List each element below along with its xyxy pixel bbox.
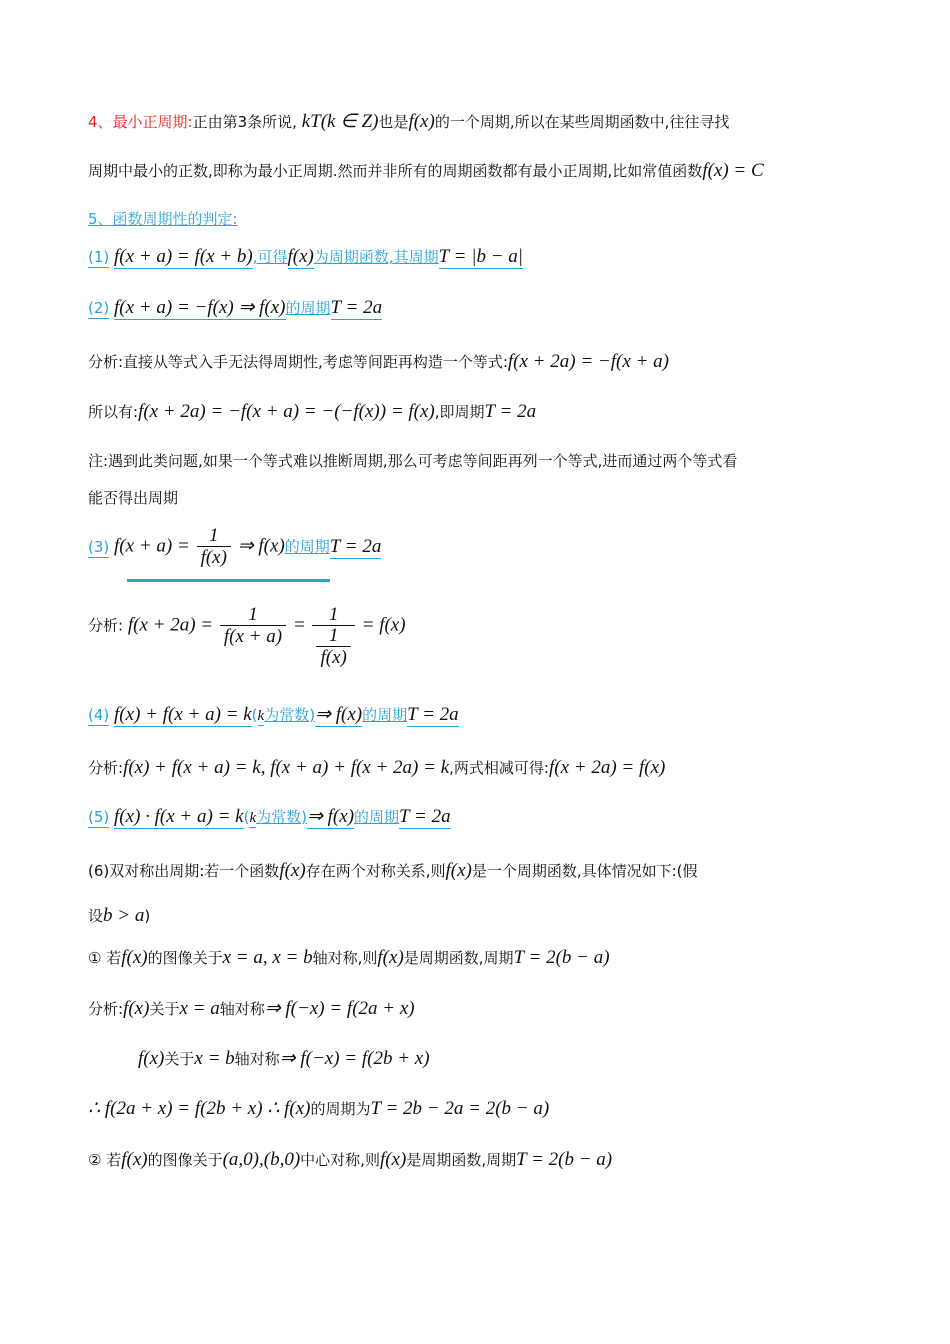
compound-fraction: [312, 605, 354, 669]
formula: ⇒ f(x): [306, 806, 355, 827]
text: 中心对称,则: [300, 1151, 380, 1169]
formula: T = 2(b − a): [513, 947, 610, 968]
formula: f(x): [279, 860, 306, 881]
formula: f(x + 2a) = f(x): [548, 757, 666, 778]
section-title: 最小正周期:: [112, 113, 193, 131]
formula: T = 2a: [330, 297, 383, 318]
text: 的周期为: [310, 1100, 371, 1118]
text: 所以有:: [88, 403, 139, 421]
rule-index: (4): [88, 706, 110, 724]
text: 设: [88, 907, 104, 925]
formula: x = b: [194, 1048, 235, 1069]
formula: f(x) + f(x + a) = k: [114, 704, 252, 725]
rule-5: [88, 806, 451, 829]
formula: ⇒ f(−x) = f(2a + x): [264, 998, 415, 1019]
formula: f(x): [445, 860, 472, 881]
text: 分析:: [88, 759, 124, 777]
formula: f(x + 2a) = −f(x + a) = −(−f(x)) = f(x): [138, 401, 435, 422]
text: 也是: [378, 113, 409, 131]
text: 为周期函数,其周期: [313, 248, 439, 266]
text: ,可得: [252, 248, 288, 266]
text: 是一个周期函数,具体情况如下:(假: [471, 862, 698, 880]
analysis-6-b: [138, 1048, 430, 1070]
text: (: [251, 706, 258, 724]
formula: f(x): [408, 111, 435, 132]
text: 分析:: [88, 616, 124, 635]
formula: x = a: [179, 998, 220, 1019]
text: 分析:: [88, 1000, 124, 1018]
text: 轴对称: [234, 1050, 280, 1068]
formula: k: [249, 810, 257, 826]
formula: T = |b − a|: [438, 246, 523, 267]
text: 正由第3条所说,: [192, 113, 297, 131]
inner-numerator: 1: [316, 626, 350, 647]
formula: f(x) · f(x + a) = k: [114, 806, 244, 827]
formula: ⇒ f(x): [237, 535, 285, 557]
rule-1: [88, 246, 523, 268]
text: 的周期: [362, 706, 408, 724]
formula: ⇒ f(x): [315, 704, 363, 725]
text: 关于: [164, 1050, 195, 1068]
numerator: 1: [220, 605, 286, 626]
text: 轴对称,则: [312, 949, 378, 967]
text: 分析:直接从等式入手无法得周期性,考虑等间距再构造一个等式:: [88, 353, 508, 371]
formula: k: [257, 708, 265, 724]
text: 是周期函数,周期: [403, 949, 514, 967]
formula: f(x): [121, 947, 148, 968]
text: 轴对称: [219, 1000, 265, 1018]
text: ,两式相减可得:: [449, 759, 549, 777]
paragraph-min-period: [88, 111, 729, 133]
rule-index: (2): [88, 299, 110, 317]
text: 为常数): [256, 808, 307, 826]
analysis-6-c: [88, 1098, 549, 1120]
denominator: f(x): [200, 547, 227, 568]
formula: f(x): [287, 246, 314, 267]
numerator: 1: [312, 605, 354, 626]
rule-index: (5): [88, 808, 110, 826]
rule-6-cont: [88, 905, 150, 927]
item-number: 4、: [88, 113, 113, 131]
text: 的一个周期,所以在某些周期函数中,往往寻找: [434, 113, 730, 131]
text: (: [243, 808, 250, 826]
analysis-6-a: [88, 998, 415, 1020]
rule-4: [88, 704, 459, 727]
text: 为常数): [264, 706, 316, 724]
text: 的图像关于: [147, 1151, 223, 1169]
formula: kT(k ∈ Z): [301, 111, 379, 132]
equals-sign: =: [292, 614, 306, 636]
formula: (a,0),(b,0): [222, 1149, 301, 1170]
formula: f(x + a) = −f(x) ⇒ f(x): [114, 297, 286, 318]
denominator: [312, 626, 354, 669]
section-heading-periodicity: [88, 208, 238, 230]
denominator: f(x + a): [223, 626, 283, 647]
formula: f(x): [379, 1149, 407, 1170]
formula: T = 2a: [329, 535, 382, 557]
text: 的周期: [284, 537, 330, 556]
text: ): [144, 907, 151, 925]
analysis-3: [88, 605, 406, 669]
numerator: 1: [197, 526, 231, 547]
formula: T = 2b − 2a = 2(b − a): [370, 1098, 550, 1119]
text: 关于: [149, 1000, 180, 1018]
text: 注:遇到此类问题,如果一个等式难以推断周期,那么可考虑等间距再列一个等式,进而通过两个等式看: [88, 452, 738, 470]
rule-6: [88, 860, 698, 882]
formula: f(x + a) =: [114, 535, 190, 557]
note-line-1: [88, 450, 737, 472]
formula: T = 2(b − a): [516, 1149, 613, 1170]
paragraph-min-period-cont: [88, 160, 764, 182]
inner-fraction: [316, 626, 350, 669]
formula: f(x + 2a) =: [127, 614, 214, 636]
formula: b > a: [103, 905, 145, 926]
formula: T = 2a: [399, 806, 451, 827]
formula: = f(x): [361, 614, 406, 636]
text: 的周期: [285, 299, 331, 317]
text: ② 若: [88, 1151, 122, 1169]
analysis-2: [88, 351, 669, 373]
formula: f(x): [123, 998, 150, 1019]
text: 的图像关于: [147, 949, 223, 967]
formula: f(x + a) = f(x + b): [114, 246, 253, 267]
analysis-4: [88, 757, 665, 779]
text: 能否得出周期: [88, 489, 179, 507]
text: 是周期函数,周期: [406, 1151, 517, 1169]
emphasis-bar: [127, 579, 330, 582]
formula: f(x) + f(x + a) = k, f(x + a) + f(x + 2a) = k: [123, 757, 450, 778]
formula: f(x): [377, 947, 404, 968]
text: ,即周期: [434, 403, 485, 421]
fraction: [197, 526, 231, 569]
rule-3: [88, 526, 381, 569]
formula: ⇒ f(−x) = f(2b + x): [279, 1048, 430, 1069]
rule-index: (3): [88, 537, 110, 556]
section-heading: 5、函数周期性的判定:: [88, 210, 238, 228]
text: 的周期: [354, 808, 400, 826]
text: 存在两个对称关系,则: [305, 862, 446, 880]
text: ① 若: [88, 949, 122, 967]
formula: T = 2a: [484, 401, 537, 422]
inner-denominator: f(x): [320, 647, 347, 668]
formula: f(x): [138, 1048, 165, 1069]
case-1: [88, 947, 610, 969]
formula: ∴ f(2a + x) = f(2b + x) ∴ f(x): [88, 1098, 311, 1119]
text: 周期中最小的正数,即称为最小正周期.然而并非所有的周期函数都有最小正周期,比如常值函数: [88, 162, 703, 180]
case-2: [88, 1149, 612, 1171]
analysis-2-result: [88, 401, 536, 423]
rule-2: [88, 297, 382, 319]
formula: f(x + 2a) = −f(x + a): [507, 351, 669, 372]
formula: x = a, x = b: [222, 947, 313, 968]
formula: T = 2a: [407, 704, 459, 725]
rule-index: (1): [88, 248, 110, 266]
formula: f(x) = C: [702, 160, 764, 181]
note-line-2: [88, 487, 178, 509]
text: (6)双对称出周期:若一个函数: [88, 862, 280, 880]
formula: f(x): [121, 1149, 148, 1170]
fraction: [220, 605, 286, 648]
